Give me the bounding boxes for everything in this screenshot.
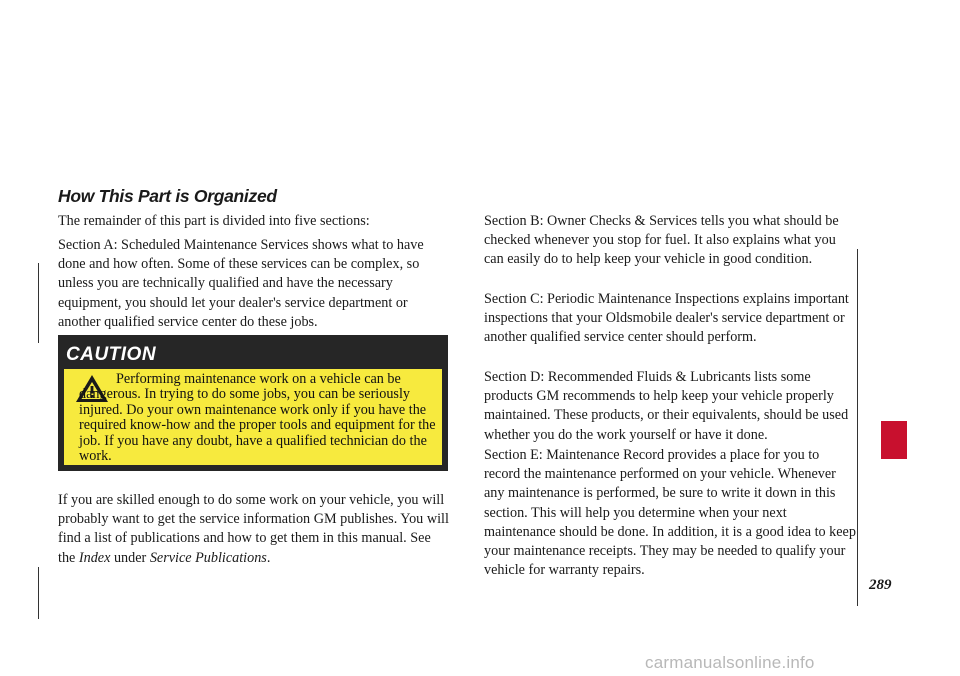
section-heading: How This Part is Organized: [58, 186, 277, 206]
caution-box: [58, 335, 448, 471]
watermark: carmanualsonline.info: [645, 653, 815, 672]
section-d-paragraph: Section D: Recommended Fluids & Lubricants lists some products GM recommends to help keep your vehicle properly maintained. These products, or their equivalents, should be used whether you do the work yourself or have it done.: [484, 369, 849, 443]
section-e-paragraph: Section E: Maintenance Record provides a place for you to record the maintenance performed on your vehicle. Whenever any maintenance is performed, be sure to write it down in this section. This will help you determine when your next maintenance should be done. In addition, it is a good idea to keep your maintenance receipts. They may be needed to qualify your vehicle for warranty repairs.: [484, 447, 856, 579]
left-margin-rule-lower: [38, 567, 39, 619]
section-tab-marker: [881, 421, 907, 459]
caution-body: [64, 369, 442, 465]
left-margin-rule-upper: [38, 263, 39, 343]
intro-paragraph: The remainder of this part is divided into five sections:: [58, 213, 370, 229]
caution-text: [79, 372, 437, 464]
section-a-paragraph: Section A: Scheduled Maintenance Services shows what to have done and how often. Some of these services can be complex, so unless you are technically qualified and have the necessary equipment, you should let your dealer's service department or another qualified service center do these jobs.: [58, 237, 424, 330]
caution-title: CAUTION: [66, 344, 157, 365]
service-publications-reference: Service Publications: [149, 549, 267, 566]
under-text: under: [110, 549, 150, 566]
period: .: [266, 549, 271, 566]
skilled-text: If you are skilled enough to do some work on your vehicle, you will probably want to get the service information GM publishes. You will find a list of publications and how to get them in this manual. See the: [58, 492, 449, 566]
section-b-paragraph: Section B: Owner Checks & Services tells you what should be checked whenever you stop for fuel. It also explains what you can easily do to help keep your vehicle in good condition.: [484, 213, 839, 268]
caution-text-content: Performing maintenance work on a vehicle can be dangerous. In trying to do some jobs, you can be seriously injured. Do your own maintenance work only if you have the required know-how and the proper tools and equipment for the job. If you have any doubt, have a qualified technician do the work.: [79, 371, 436, 465]
index-reference: Index: [78, 549, 111, 566]
service-info-paragraph: [58, 491, 450, 568]
right-margin-rule: [857, 249, 858, 606]
page-number: 289: [869, 577, 892, 593]
section-c-paragraph: Section C: Periodic Maintenance Inspections explains important inspections that your Oldsmobile dealer's service department or another qualified service center should perform.: [484, 291, 849, 346]
